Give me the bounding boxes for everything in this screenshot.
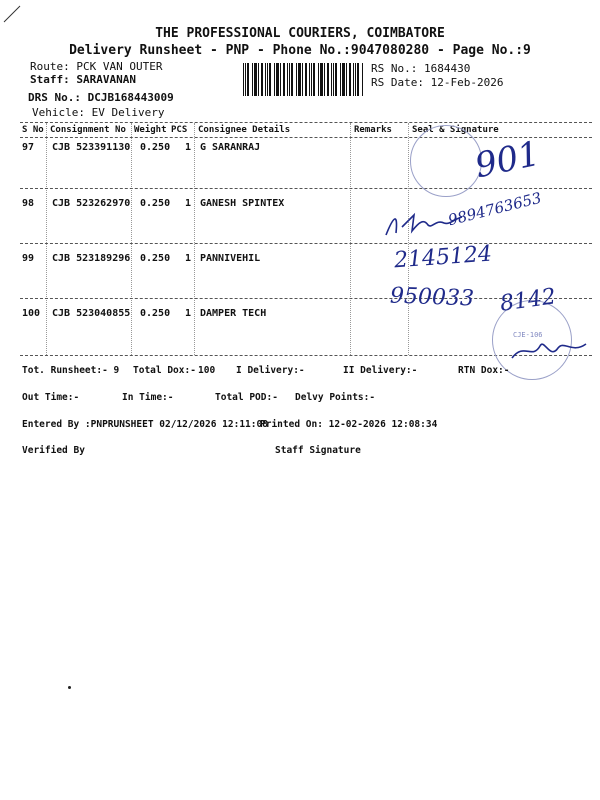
barcode xyxy=(242,63,366,96)
barcode-bar xyxy=(333,63,334,96)
row-consignee: DAMPER TECH xyxy=(200,308,267,319)
handwritten-number: 2145124 xyxy=(393,241,493,274)
row-consignee: G SARANRAJ xyxy=(200,142,261,153)
col-divider xyxy=(194,123,195,355)
col-divider xyxy=(46,123,47,355)
handwritten-phone: 9894763653 xyxy=(446,188,544,230)
verified-by: Verified By xyxy=(22,445,85,456)
col-sno: S No xyxy=(22,125,44,135)
total-dox-label: Total Dox:- xyxy=(133,365,196,376)
row-divider xyxy=(20,188,592,189)
rtn-dox: RTN Dox:- xyxy=(458,365,510,376)
drs-label: DRS No.: xyxy=(28,91,81,104)
barcode-bar xyxy=(327,63,329,96)
barcode-bar xyxy=(265,63,266,96)
barcode-bar xyxy=(353,63,354,96)
row-sno: 98 xyxy=(22,198,35,209)
barcode-bar xyxy=(309,63,310,96)
row-weight: 0.250 xyxy=(140,253,171,264)
barcode-bar xyxy=(340,63,341,96)
barcode-bar xyxy=(335,63,337,96)
rs-number: RS No.: 1684430 xyxy=(371,62,471,75)
barcode-bar xyxy=(305,63,307,96)
col-weight: Weight xyxy=(134,125,167,135)
barcode-bar xyxy=(362,63,363,96)
barcode-bar xyxy=(267,63,268,96)
handwritten-mark: 901 xyxy=(471,133,544,187)
barcode-bar xyxy=(349,63,351,96)
handwritten-signature xyxy=(510,330,590,370)
barcode-bar xyxy=(243,63,244,96)
col-divider xyxy=(350,123,351,355)
staff-line xyxy=(30,73,136,86)
barcode-bar xyxy=(245,63,246,96)
drs-line xyxy=(28,91,174,104)
barcode-bar xyxy=(269,63,271,96)
row-divider xyxy=(20,243,592,244)
barcode-bar xyxy=(302,63,303,96)
barcode-bar xyxy=(346,63,347,96)
barcode-bar xyxy=(247,63,249,96)
entered-by: Entered By :PNPRUNSHEET 02/12/2026 12:11:08 xyxy=(22,419,268,430)
row-consignment: CJB 523189296 xyxy=(52,253,131,264)
tot-runsheet: Tot. Runsheet:- 9 xyxy=(22,365,120,376)
i-delivery: I Delivery:- xyxy=(236,365,305,376)
out-time: Out Time:- xyxy=(22,392,80,403)
row-weight: 0.250 xyxy=(140,142,171,153)
barcode-bar xyxy=(355,63,356,96)
runsheet-subtitle: Delivery Runsheet - PNP - Phone No.:9047080280 - Page No.:9 xyxy=(69,43,531,58)
total-pod: Total POD:- xyxy=(215,392,278,403)
stamp-text: CJE-106 xyxy=(513,331,543,339)
scan-dot xyxy=(68,686,71,689)
col-consignment: Consignment No xyxy=(50,125,126,135)
handwritten-number: 950033 xyxy=(389,283,475,312)
col-consignee: Consignee Details xyxy=(198,125,291,135)
row-consignment: CJB 523040855 xyxy=(52,308,131,319)
barcode-bar xyxy=(276,63,279,96)
barcode-bar xyxy=(280,63,281,96)
rs-date: RS Date: 12-Feb-2026 xyxy=(371,76,504,89)
staff-label: Staff: xyxy=(30,73,70,86)
row-consignment: CJB 523391130 xyxy=(52,142,131,153)
scan-mark xyxy=(2,2,26,26)
vehicle-text: Vehicle: EV Delivery xyxy=(32,106,165,119)
row-consignment: CJB 523262970 xyxy=(52,198,131,209)
barcode-bar xyxy=(258,63,259,96)
total-dox-value: 100 xyxy=(198,365,216,376)
barcode-bar xyxy=(287,63,288,96)
barcode-bar xyxy=(254,63,257,96)
barcode-bar xyxy=(289,63,290,96)
barcode-bar xyxy=(313,63,315,96)
row-pcs: 1 xyxy=(185,308,192,319)
route-text: Route: PCK VAN OUTER xyxy=(30,60,163,73)
table-header xyxy=(22,122,590,136)
company-title: THE PROFESSIONAL COURIERS, COIMBATORE xyxy=(155,26,445,41)
table-header-rule xyxy=(20,137,592,138)
handwritten-signature xyxy=(384,205,464,245)
row-pcs: 1 xyxy=(185,142,192,153)
barcode-bar xyxy=(331,63,332,96)
row-consignee: PANNIVEHIL xyxy=(200,253,261,264)
barcode-bar xyxy=(324,63,325,96)
staff-signature: Staff Signature xyxy=(275,445,361,456)
barcode-bar xyxy=(298,63,301,96)
barcode-bar xyxy=(311,63,312,96)
col-seal-signature: Seal & Signature xyxy=(412,125,499,135)
row-weight: 0.250 xyxy=(140,308,171,319)
in-time: In Time:- xyxy=(122,392,174,403)
row-sno: 97 xyxy=(22,142,35,153)
barcode-bar xyxy=(291,63,293,96)
row-weight: 0.250 xyxy=(140,198,171,209)
col-remarks: Remarks xyxy=(354,125,392,135)
delvy-points: Delvy Points:- xyxy=(295,392,376,403)
row-pcs: 1 xyxy=(185,198,192,209)
row-consignee: GANESH SPINTEX xyxy=(200,198,285,209)
barcode-bar xyxy=(320,63,323,96)
col-divider xyxy=(131,123,132,355)
barcode-bar xyxy=(296,63,297,96)
printed-on: Printed On: 12-02-2026 12:08:34 xyxy=(260,419,438,430)
barcode-bar xyxy=(357,63,359,96)
ii-delivery: II Delivery:- xyxy=(343,365,418,376)
barcode-bar xyxy=(274,63,275,96)
handwritten-mark: 8142 xyxy=(498,284,558,317)
drs-value: DCJB168443009 xyxy=(87,91,174,104)
seal-stamp xyxy=(410,125,482,197)
row-pcs: 1 xyxy=(185,253,192,264)
row-sno: 99 xyxy=(22,253,35,264)
staff-value: SARAVANAN xyxy=(76,73,136,86)
col-pcs: PCS xyxy=(171,125,188,135)
barcode-bar xyxy=(261,63,263,96)
barcode-bar xyxy=(252,63,253,96)
barcode-bar xyxy=(318,63,319,96)
barcode-bar xyxy=(342,63,345,96)
barcode-bar xyxy=(283,63,285,96)
row-sno: 100 xyxy=(22,308,41,319)
